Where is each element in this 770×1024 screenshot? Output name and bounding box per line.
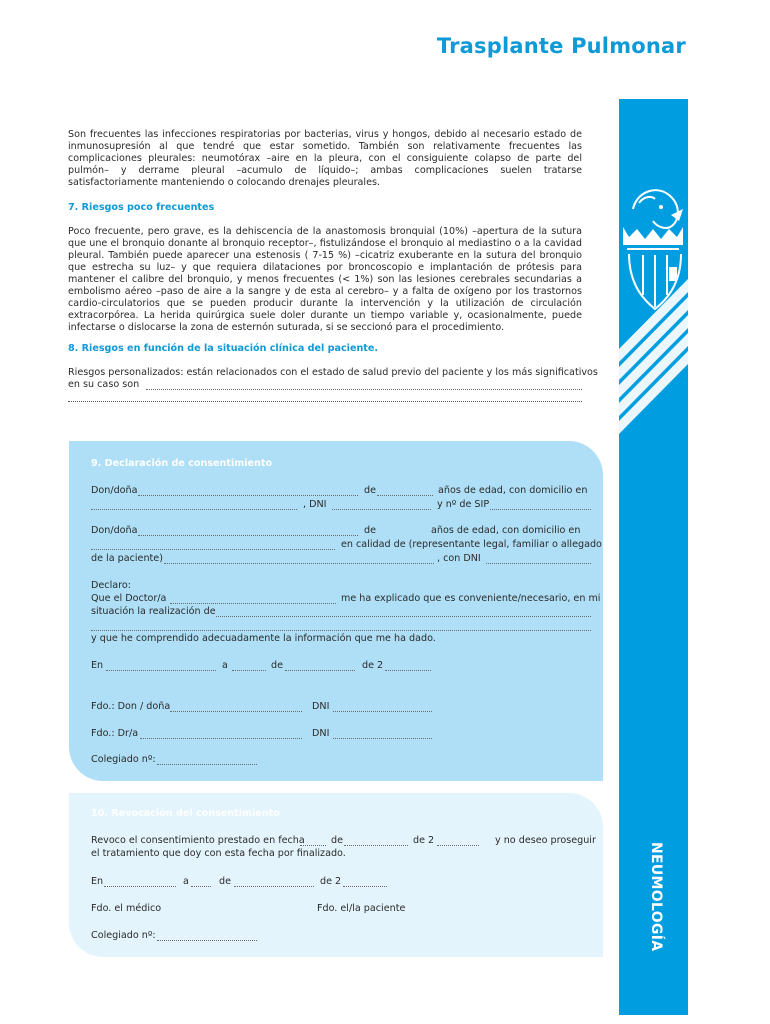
dni-signature-field-2[interactable]	[333, 738, 432, 739]
doctor-label: Que el Doctor/a	[91, 593, 167, 604]
age-text-2: años de edad, con domicilio en	[431, 525, 581, 536]
year-field[interactable]	[385, 670, 431, 671]
revoke-month2-field[interactable]	[234, 886, 314, 887]
explicado-text: me ha explicado que es conveniente/necesario, en mi	[341, 593, 601, 604]
fdo-don-label: Fdo.: Don / doña	[91, 701, 171, 712]
page-title: Trasplante Pulmonar	[436, 34, 686, 58]
day-field[interactable]	[232, 670, 266, 671]
en-label: En	[91, 660, 104, 671]
section7-heading: 7. Riesgos poco frecuentes	[68, 202, 215, 213]
de-label-1: de	[364, 485, 376, 496]
revoke-colegiado-label: Colegiado nº:	[91, 930, 156, 941]
dni-field-2[interactable]	[486, 563, 591, 564]
revoke-year2-label: de 2	[320, 876, 342, 887]
section8-heading: 8. Riesgos en función de la situación clínica del paciente.	[68, 343, 379, 354]
revoco-text: Revoco el consentimiento prestado en fecha	[91, 835, 305, 846]
risks-field-line-2[interactable]	[68, 401, 582, 402]
revoke-day-field[interactable]	[300, 845, 326, 846]
revoke-year-label: de 2	[413, 835, 435, 846]
address-field-1[interactable]	[91, 509, 297, 510]
paciente-text: de la paciente)	[91, 553, 163, 564]
dni-label-d: DNI	[312, 728, 330, 739]
dni-label-a: , DNI	[303, 499, 327, 510]
comprendido-text: y que he comprendido adecuadamente la información que me ha dado.	[91, 633, 436, 644]
colegiado-field[interactable]	[157, 764, 257, 765]
de-date-label: de	[271, 660, 283, 671]
don-label-2: Don/doña	[91, 525, 138, 536]
proseguir-text: y no deseo proseguir	[495, 835, 596, 846]
name-field-2[interactable]	[138, 535, 358, 536]
sidebar-label: NEUMOLOGÍA	[648, 842, 664, 952]
don-label-1: Don/doña	[91, 485, 138, 496]
revoke-month-field[interactable]	[344, 845, 408, 846]
signature-patient-field[interactable]	[170, 711, 302, 712]
doctor-field[interactable]	[170, 603, 336, 604]
section7-paragraph: Poco frecuente, pero grave, es la dehiscencia de la anastomosis bronquial (10%) –apertura de la sutura que une el bronquio donante al bronquio receptor–, fistulizándose el bronquio al mediastino o a la cavidad pleural. También puede aparecer una estenosis ( 7-15 %) –cicatriz exuberante en la sutura del bronquio que estrecha su luz– y que requiera dilataciones por broncoscopio e implantación de prótesis para mantener el calibre del bronquio, y menos frecuentes (< 1%) son las lesiones cerebrales secundarias a embolismo aéreo –paso de aire a la sangre y de esta al cerebro– y a falta de oxígeno por los trastornos cardio-circulatorios que se pueden producir durante la intervención y la utilización de circulación extracorpórea. La herida quirúrgica suele doler durante un tiempo variable y, ocasionalmente, puede infectarse o dislocarse la zona de esternón suturada, si se seccionó para el procedimiento.	[68, 226, 582, 333]
section8-line2: en su caso son	[68, 379, 140, 390]
year-label: de 2	[362, 660, 384, 671]
a-label: a	[222, 660, 228, 671]
dni-signature-field-1[interactable]	[333, 711, 432, 712]
place-field[interactable]	[106, 670, 216, 671]
procedure-field-1[interactable]	[216, 616, 591, 617]
de-label-2: de	[364, 525, 376, 536]
age-field-1[interactable]	[377, 495, 433, 496]
revoke-en-label: En	[91, 876, 104, 887]
fdo-dr-label: Fdo.: Dr/a	[91, 728, 139, 739]
age-text-1: años de edad, con domicilio en	[438, 485, 588, 496]
dni-field-1[interactable]	[332, 509, 431, 510]
sip-field[interactable]	[490, 509, 591, 510]
section9-heading: 9. Declaración de consentimiento	[91, 458, 273, 469]
situacion-text: situación la realización de	[91, 606, 216, 617]
revoke-de-label: de	[331, 835, 343, 846]
revoke-colegiado-field[interactable]	[157, 940, 257, 941]
finalizado-text: el tratamiento que doy con esta fecha por finalizado.	[91, 848, 346, 859]
risks-field-line-1[interactable]	[146, 389, 582, 390]
section8-line1: Riesgos personalizados: están relacionados con el estado de salud previo del paciente y los más significativos	[68, 367, 598, 378]
signature-doctor-field[interactable]	[140, 738, 302, 739]
address-field-2[interactable]	[91, 549, 335, 550]
revoke-a-label: a	[183, 876, 189, 887]
relationship-field[interactable]	[164, 563, 434, 564]
month-field[interactable]	[285, 670, 355, 671]
section10-heading: 10. Revocación del consentimiento	[91, 808, 280, 819]
dni-label-c: DNI	[312, 701, 330, 712]
intro-paragraph: Son frecuentes las infecciones respiratorias por bacterias, virus y hongos, debido al necesario estado de inmunosupresión al que tendré que estar sometido. También son relativamente frecuentes las complicaciones pleurales: neumotórax –aire en la pleura, con el consiguiente colapso de parte del pulmón– y derrame pleural –acumulo de líquido–; ambas complicaciones suelen tratarse satisfactoriamente manteniendo o colocando drenajes pleurales.	[68, 129, 582, 188]
fdo-medico-label: Fdo. el médico	[91, 903, 162, 914]
procedure-field-2[interactable]	[91, 630, 591, 631]
calidad-text: en calidad de (representante legal, familiar o allegado	[341, 539, 602, 550]
revoke-day2-field[interactable]	[191, 886, 211, 887]
colegiado-label: Colegiado nº:	[91, 754, 156, 765]
name-field-1[interactable]	[138, 495, 358, 496]
revoke-de-b-label: de	[219, 876, 231, 887]
fdo-paciente-label: Fdo. el/la paciente	[317, 903, 406, 914]
declaro-text: Declaro:	[91, 580, 131, 591]
revoke-year2-field[interactable]	[343, 886, 387, 887]
dni-label-b: , con DNI	[437, 553, 481, 564]
sip-label: y nº de SIP	[437, 499, 490, 510]
revoke-place-field[interactable]	[104, 886, 176, 887]
revoke-year-field[interactable]	[437, 845, 479, 846]
